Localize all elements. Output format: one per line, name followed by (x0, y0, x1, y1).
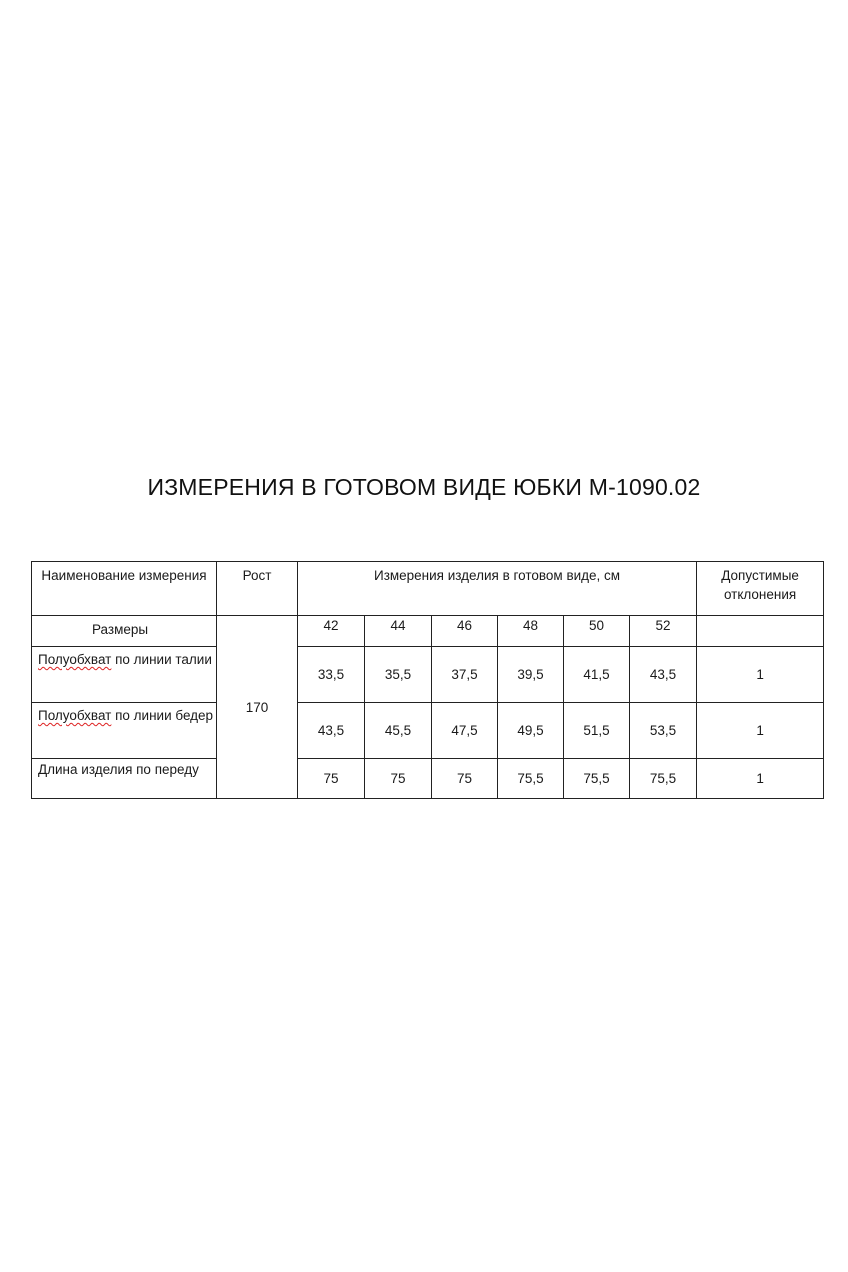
table-row (32, 703, 824, 759)
sizes-label: Размеры (32, 616, 217, 647)
value-cell: 47,5 (432, 703, 498, 759)
row-label (32, 703, 217, 759)
row-label-part2: по линии бедер (111, 708, 214, 723)
size-cell: 44 (365, 616, 432, 647)
deviation-cell: 1 (697, 703, 824, 759)
header-measurements: Измерения изделия в готовом виде, см (298, 562, 697, 616)
value-cell: 75 (298, 759, 365, 799)
table-row (32, 759, 824, 799)
value-cell: 75,5 (630, 759, 697, 799)
size-cell: 46 (432, 616, 498, 647)
table-row (32, 647, 824, 703)
row-label (32, 647, 217, 703)
value-cell: 45,5 (365, 703, 432, 759)
header-deviation: Допустимые отклонения (697, 562, 824, 616)
size-cell: 42 (298, 616, 365, 647)
size-cell: 50 (564, 616, 630, 647)
row-label-part1: Полуобхват (38, 708, 112, 723)
row-label-part2: Длина изделия по переду (38, 762, 199, 777)
value-cell: 43,5 (298, 703, 365, 759)
row-label-part1: Полуобхват (38, 652, 112, 667)
height-value: 170 (217, 616, 298, 799)
sizes-row (32, 616, 824, 647)
measurements-table (31, 561, 824, 799)
deviation-cell: 1 (697, 759, 824, 799)
empty-cell (697, 616, 824, 647)
value-cell: 75,5 (498, 759, 564, 799)
value-cell: 75 (432, 759, 498, 799)
value-cell: 51,5 (564, 703, 630, 759)
value-cell: 75,5 (564, 759, 630, 799)
row-label (32, 759, 217, 799)
value-cell: 41,5 (564, 647, 630, 703)
value-cell: 39,5 (498, 647, 564, 703)
row-label-part2: по линии талии (111, 652, 212, 667)
header-height: Рост (217, 562, 298, 616)
deviation-cell: 1 (697, 647, 824, 703)
table-header-row (32, 562, 824, 616)
value-cell: 75 (365, 759, 432, 799)
value-cell: 43,5 (630, 647, 697, 703)
value-cell: 53,5 (630, 703, 697, 759)
value-cell: 49,5 (498, 703, 564, 759)
header-measurement-name: Наименование измерения (32, 562, 217, 616)
size-cell: 52 (630, 616, 697, 647)
document-title: ИЗМЕРЕНИЯ В ГОТОВОМ ВИДЕ ЮБКИ М-1090.02 (147, 474, 701, 500)
value-cell: 37,5 (432, 647, 498, 703)
value-cell: 33,5 (298, 647, 365, 703)
value-cell: 35,5 (365, 647, 432, 703)
size-cell: 48 (498, 616, 564, 647)
